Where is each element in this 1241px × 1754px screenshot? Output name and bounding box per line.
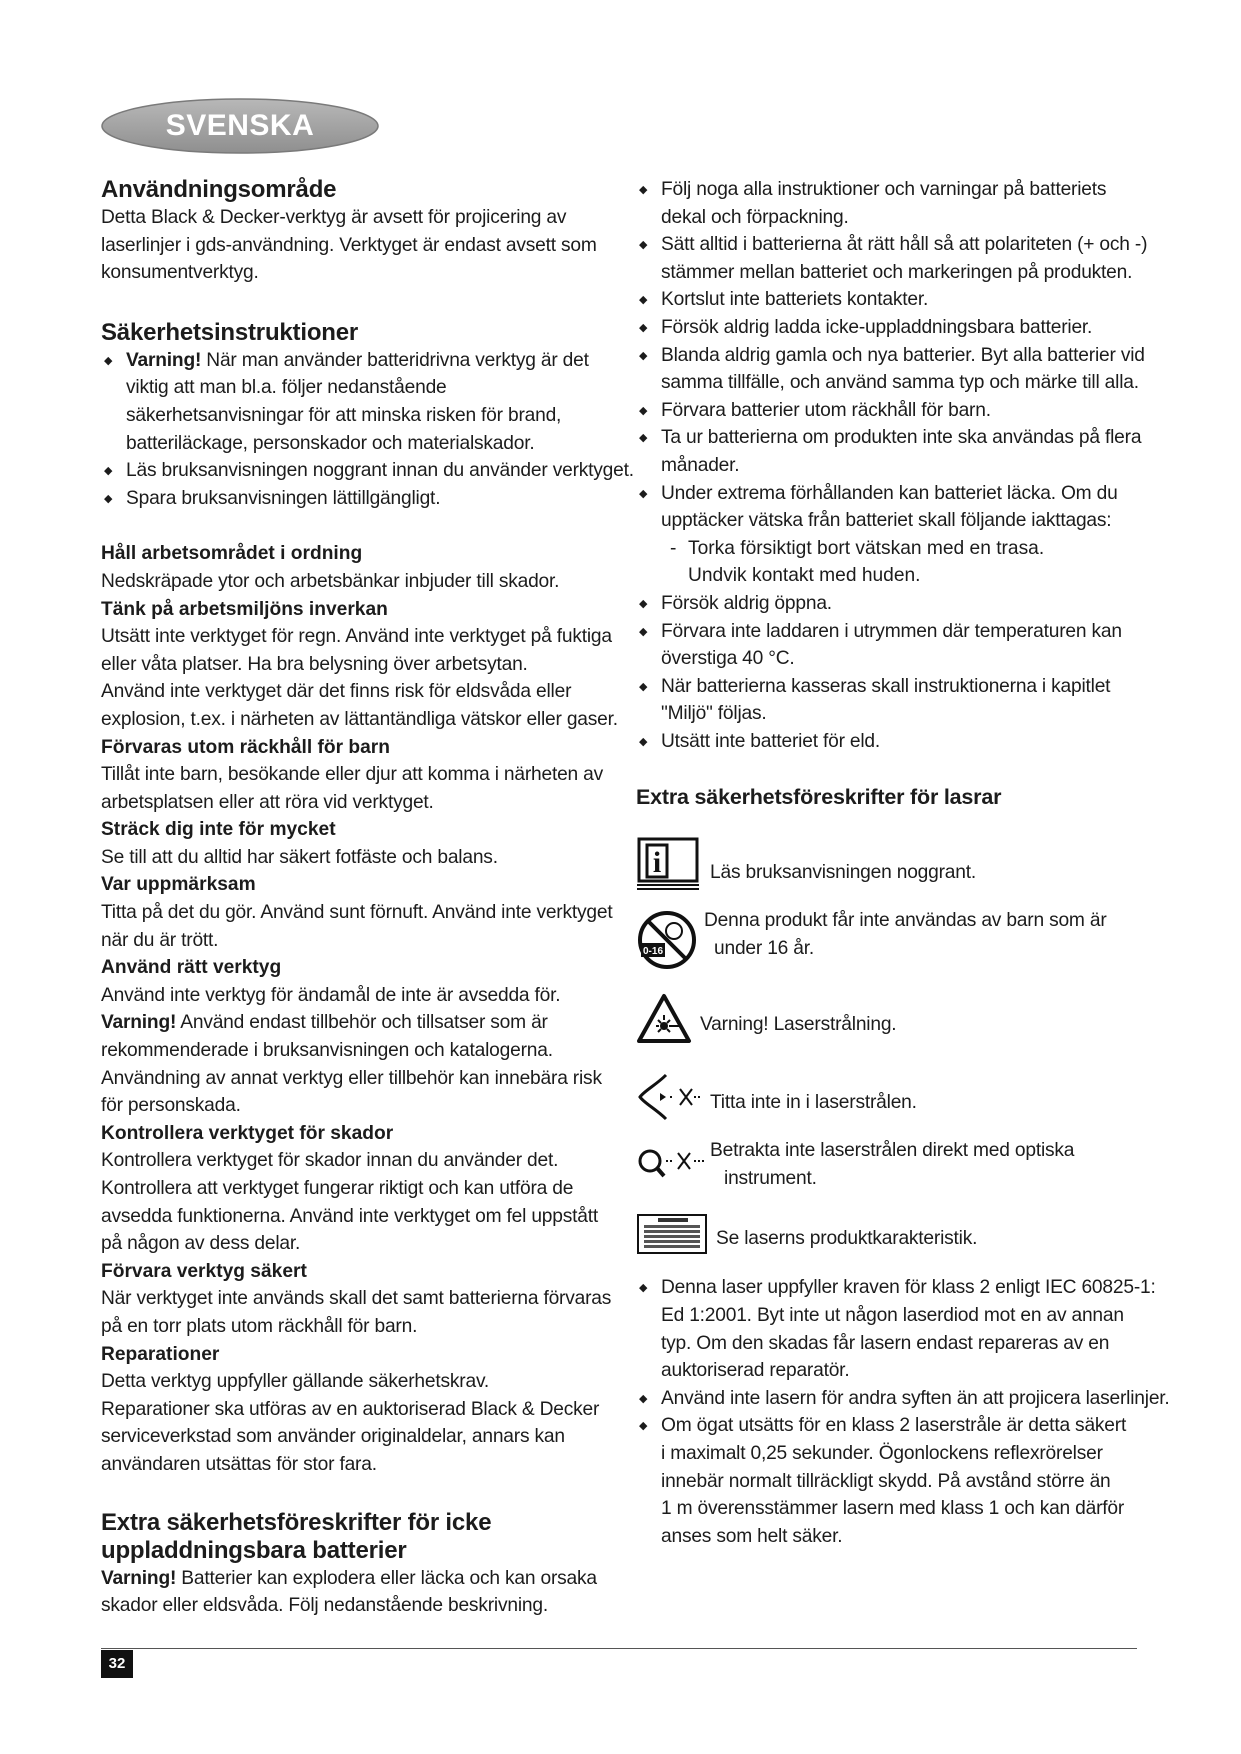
list-item [636, 314, 1176, 342]
text-line: Utsätt inte verktyget för regn. Använd inte verktyget på fuktiga [101, 626, 612, 648]
list-item [636, 590, 1176, 618]
text-line: på någon av dess delar. [101, 1233, 301, 1255]
list-item [636, 1412, 1176, 1550]
rule-title: Håll arbetsområdet i ordning [101, 543, 363, 565]
text-line: Titta inte in i laserstrålen. [710, 1092, 917, 1114]
heading-line: Extra säkerhetsföreskrifter för icke [101, 1508, 492, 1536]
right-column [636, 176, 1176, 1550]
rule-text [101, 844, 641, 872]
list-item [636, 618, 1176, 673]
rule-title: Förvara verktyg säkert [101, 1260, 307, 1282]
text-line: säkerhetsanvisningar för att minska risken för brand, [126, 404, 562, 426]
text-line: viktig att man bl.a. följer nedanstående [126, 377, 447, 399]
laser-label-icon [636, 1213, 708, 1255]
warning-label: Varning! [126, 349, 202, 371]
list-item [636, 424, 1176, 479]
symbol-list [636, 821, 1176, 1261]
list-item [636, 673, 1176, 728]
list-item [636, 286, 1176, 314]
text-line: dekal och förpackning. [661, 206, 849, 228]
symbol-text [716, 1225, 977, 1253]
age-badge: 0-16 [642, 946, 664, 958]
text-span: Batterier kan explodera eller läcka och kan orsaka [176, 1567, 597, 1589]
text-line: Tillåt inte barn, besökande eller djur att komma i närheten av [101, 764, 604, 786]
text-line: Denna produkt får inte användas av barn som är [704, 910, 1107, 932]
text-line: explosion, t.ex. i närheten av lättantändliga vätskor eller gaser. [101, 708, 618, 730]
battery-list [636, 176, 1176, 535]
text-line: under 16 år. [714, 938, 815, 960]
text-line: Ed 1:2001. Byt inte ut någon laserdiod mot en av annan [661, 1305, 1124, 1327]
text-line: Utsätt inte batteriet för eld. [661, 730, 881, 752]
symbol-text [700, 1011, 896, 1039]
text-line [101, 1009, 641, 1037]
text-line: stämmer mellan batteriet och markeringen på produkten. [661, 261, 1133, 283]
rule-text [101, 899, 641, 954]
text-line: Använd inte lasern för andra syften än att projicera laserlinjer. [661, 1387, 1170, 1409]
text-line: Reparationer ska utföras av en auktoriserad Black & Decker [101, 1398, 600, 1420]
symbol-text [710, 1137, 1074, 1192]
text-line: Denna laser uppfyller kraven för klass 2 enligt IEC 60825-1: [661, 1277, 1156, 1299]
usage-text [101, 204, 641, 287]
text-line: arbetsplatsen eller att röra vid verktyget. [101, 791, 434, 813]
text-line: Följ noga alla instruktioner och varningar på batteriets [661, 179, 1107, 200]
no-eye-icon [636, 1071, 704, 1125]
dash-mark: - [670, 537, 677, 559]
text-line: instrument. [724, 1168, 817, 1190]
warning-label: Varning! [101, 1567, 177, 1589]
battery-heading [101, 1509, 641, 1565]
list-item [101, 485, 641, 513]
text-line: Se laserns produktkarakteristik. [716, 1228, 978, 1250]
list-item [636, 480, 1176, 535]
warning-label: Varning! [101, 1012, 177, 1034]
text-line: Titta på det du gör. Använd sunt förnuft. Använd inte verktyget [101, 902, 613, 924]
text-line: laserlinjer i gds-användning. Verktyget är endast avsett som [101, 234, 597, 256]
svg-text:i: i [652, 846, 662, 880]
text-line: i maximalt 0,25 sekunder. Ögonlockens reflexrörelser [661, 1443, 1103, 1465]
symbol-text [710, 859, 976, 887]
rule-title: Använd rätt verktyg [101, 957, 282, 979]
text-line: för personskada. [101, 1095, 241, 1117]
laser-heading: Extra säkerhetsföreskrifter för lasrar [636, 785, 1002, 810]
rule-title: Kontrollera verktyget för skador [101, 1122, 394, 1144]
rule-text [101, 1285, 641, 1340]
text-line: Nedskräpade ytor och arbetsbänkar inbjuder till skador. [101, 570, 560, 592]
text-line: när du är trött. [101, 929, 219, 951]
text-line: avsedda funktionerna. Använd inte verktyget om fel uppstått [101, 1205, 598, 1227]
list-item [636, 1274, 1176, 1384]
laser-list [636, 1274, 1176, 1550]
language-badge [100, 97, 380, 155]
text-line: Detta verktyg uppfyller gällande säkerhetskrav. [101, 1371, 490, 1393]
text-line: Betrakta inte laserstrålen direkt med optiska [710, 1140, 1075, 1162]
text-line: Kontrollera att verktyget fungerar riktigt och kan utföra de [101, 1178, 574, 1199]
text-line: Undvik kontakt med huden. [688, 565, 921, 587]
text-line: användaren utsättas för stor fara. [101, 1453, 377, 1475]
rule-text [101, 1147, 641, 1257]
text-line: Användning av annat verktyg eller tillbehör kan innebära risk [101, 1067, 602, 1089]
text-line: Kortslut inte batteriets kontakter. [661, 289, 929, 311]
text-line: typ. Om den skadas får lasern endast repareras av en [661, 1332, 1110, 1354]
safety-heading: Säkerhetsinstruktioner [101, 318, 359, 346]
list-item [636, 397, 1176, 425]
text-line: Använd inte verktyget där det finns risk för eldsvåda eller [101, 681, 572, 703]
rule-title: Var uppmärksam [101, 874, 256, 896]
text-line: Om ögat utsätts för en klass 2 laserstråle är detta säkert [661, 1415, 1127, 1437]
text-line: Försök aldrig öppna. [661, 592, 832, 614]
text-line: samma tillfälle, och använd samma typ och märke till alla. [661, 372, 1139, 394]
text-line: anses som helt säker. [661, 1525, 843, 1547]
text-line: Varning! Laserstrålning. [700, 1014, 897, 1036]
no-optical-icon [636, 1143, 708, 1187]
left-column [101, 176, 641, 1620]
age-restriction-icon [636, 909, 698, 971]
text-line: Se till att du alltid har säkert fotfäste och balans. [101, 846, 498, 868]
usage-heading: Användningsområde [101, 176, 337, 203]
text-line: Torka försiktigt bort vätskan med en trasa. [688, 537, 1045, 559]
text-line [101, 1565, 641, 1593]
text-line: När man använder batteridrivna verktyg är det [201, 349, 589, 371]
text-line: När verktyget inte används skall det samt batterierna förvaras [101, 1288, 612, 1310]
text-line: Ta ur batterierna om produkten inte ska användas på flera [661, 427, 1142, 449]
rule-text [101, 761, 641, 816]
text-line: "Miljö" följas. [661, 703, 767, 725]
list-item [101, 347, 641, 457]
list-item [636, 1385, 1176, 1413]
text-line: Blanda aldrig gamla och nya batterier. Byt alla batterier vid [661, 344, 1145, 366]
text-line: batteriläckage, personskador och materialskador. [126, 432, 535, 454]
rule-title: Förvaras utom räckhåll för barn [101, 736, 390, 758]
list-item [636, 728, 1176, 756]
text-line: rekommenderade i bruksanvisningen och katalogerna. [101, 1040, 553, 1062]
text-line: överstiga 40 °C. [661, 648, 795, 670]
list-item [636, 176, 1176, 231]
rule-text [101, 568, 641, 596]
text-line: serviceverkstad som använder originaldelar, annars kan [101, 1426, 565, 1448]
rule-text [101, 982, 641, 1120]
text-span: Använd endast tillbehör och tillsatser som är [176, 1012, 548, 1034]
text-line: När batterierna kasseras skall instruktionerna i kapitlet [661, 675, 1111, 697]
text-line: månader. [661, 454, 740, 476]
text-line: på en torr plats utom räckhåll för barn. [101, 1315, 418, 1337]
battery-warning [101, 1565, 641, 1620]
page-number: 32 [101, 1650, 133, 1678]
list-item [101, 457, 641, 485]
list-item [636, 342, 1176, 397]
text-line: upptäcker vätska från batteriet skall följande iakttagas: [661, 510, 1112, 532]
text-line: Läs bruksanvisningen noggrant. [710, 862, 977, 884]
rule-text [101, 1368, 641, 1478]
list-item [636, 231, 1176, 286]
text-line: Detta Black & Decker-verktyg är avsett för projicering av [101, 207, 567, 228]
text-line: Under extrema förhållanden kan batteriet läcka. Om du [661, 482, 1118, 504]
text-line: auktoriserad reparatör. [661, 1360, 850, 1382]
battery-list-2 [636, 590, 1176, 756]
language-label: SVENSKA [165, 109, 315, 142]
rule-title: Reparationer [101, 1343, 220, 1365]
general-rules [101, 540, 641, 1478]
laser-warning-icon [636, 993, 692, 1045]
rule-title: Sträck dig inte för mycket [101, 819, 336, 841]
symbol-text [704, 907, 1107, 962]
manual-icon [636, 837, 702, 893]
text-line: innebär normalt tillräckligt skydd. På avstånd större än [661, 1470, 1111, 1492]
text-line: Använd inte verktyg för ändamål de inte är avsedda för. [101, 984, 561, 1006]
text-line: Förvara batterier utom räckhåll för barn. [661, 399, 991, 421]
safety-list [101, 347, 641, 513]
rule-title: Tänk på arbetsmiljöns inverkan [101, 598, 388, 620]
text-line: Spara bruksanvisningen lättillgängligt. [126, 487, 441, 509]
heading-line: uppladdningsbara batterier [101, 1536, 407, 1564]
text-line: Försök aldrig ladda icke-uppladdningsbara batterier. [661, 316, 1093, 338]
text-line: skador eller eldsvåda. Följ nedanstående beskrivning. [101, 1595, 548, 1617]
text-line: eller våta platser. Ha bra belysning över arbetsytan. [101, 653, 528, 675]
symbol-text [710, 1089, 917, 1117]
text-line: Kontrollera verktyget för skador innan du använder det. [101, 1150, 559, 1172]
text-line: konsumentverktyg. [101, 262, 259, 284]
rule-text [101, 623, 641, 733]
text-line: 1 m överensstämmer lasern med klass 1 och kan därför [661, 1498, 1125, 1520]
text-line: Förvara inte laddaren i utrymmen där temperaturen kan [661, 620, 1122, 642]
text-line: Läs bruksanvisningen noggrant innan du använder verktyget. [126, 460, 634, 482]
text-line: Sätt alltid i batterierna åt rätt håll så att polariteten (+ och -) [661, 234, 1148, 256]
dash-item [636, 535, 1176, 590]
footer-divider [101, 1648, 1137, 1649]
